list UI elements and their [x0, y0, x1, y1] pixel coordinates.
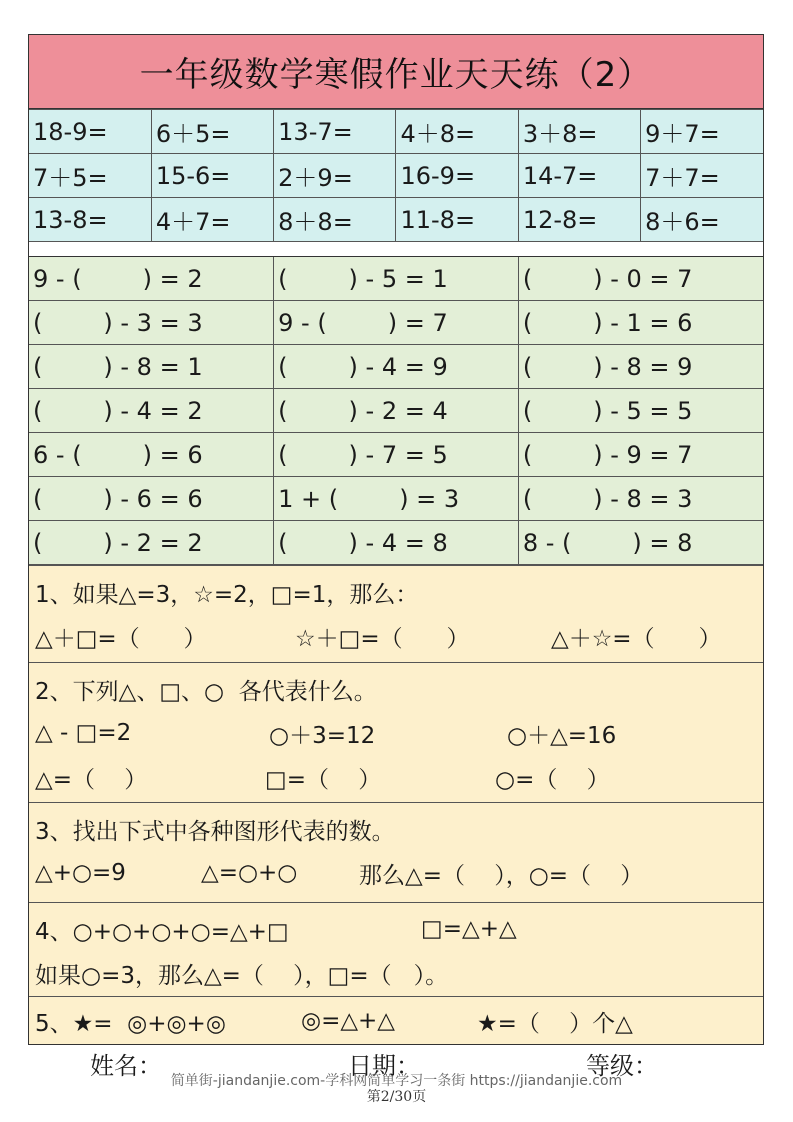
fill-cell: ( ) - 7 = 5: [274, 433, 519, 477]
question-parts: [35, 999, 757, 1043]
arith-cell: 9＋7=: [641, 110, 763, 154]
arithmetic-table: [29, 109, 763, 242]
arith-cell: 12-8=: [518, 198, 640, 242]
table-row: [29, 110, 763, 154]
fill-cell: ( ) - 3 = 3: [29, 301, 274, 345]
fill-cell: 6 - ( ) = 6: [29, 433, 274, 477]
fill-cell: ( ) - 2 = 4: [274, 389, 519, 433]
fill-cell: ( ) - 8 = 1: [29, 345, 274, 389]
fill-cell: ( ) - 4 = 9: [274, 345, 519, 389]
arith-cell: 3＋8=: [518, 110, 640, 154]
arith-cell: 4＋8=: [396, 110, 518, 154]
equation: △ - □=2: [35, 720, 132, 746]
question-2: [29, 662, 763, 802]
question-stem: 2、下列△、□、○ 各代表什么。: [35, 678, 377, 705]
fill-cell: ( ) - 0 = 7: [518, 257, 763, 301]
arith-cell: 7＋5=: [29, 154, 151, 198]
fill-cell: 9 - ( ) = 7: [274, 301, 519, 345]
arith-cell: 4＋7=: [151, 198, 273, 242]
question-1: [29, 565, 763, 662]
equation: 5、★= ◎+◎+◎: [35, 1010, 226, 1037]
answer-part: 那么△=（ ），○=（ ）: [359, 862, 644, 889]
arith-cell: 16-9=: [396, 154, 518, 198]
fill-cell: ( ) - 5 = 5: [518, 389, 763, 433]
table-row: [29, 257, 763, 301]
answer-part: △＋☆=（ ）: [551, 625, 722, 652]
question-stem: 1、如果△=3，☆=2，□=1，那么：: [35, 581, 419, 608]
table-row: [29, 345, 763, 389]
arith-cell: 18-9=: [29, 110, 151, 154]
answer-part: ★=（ ）个△: [477, 1010, 633, 1037]
arith-cell: 14-7=: [518, 154, 640, 198]
fill-cell: ( ) - 2 = 2: [29, 521, 274, 565]
name-label: 姓名：: [90, 1052, 162, 1080]
table-row: [29, 433, 763, 477]
fill-cell: ( ) - 6 = 6: [29, 477, 274, 521]
grade-label: 等级：: [586, 1052, 658, 1080]
table-row: [29, 389, 763, 433]
watermark: 简单街-jiandanjie.com-学科网简单学习一条街 https://jiandanjie.com: [170, 1073, 623, 1089]
fill-cell: ( ) - 4 = 2: [29, 389, 274, 433]
question-stem: 3、找出下式中各种图形代表的数。: [35, 818, 395, 845]
fill-cell: 9 - ( ) = 2: [29, 257, 274, 301]
equation: ○＋△=16: [507, 722, 617, 749]
question-4: [29, 902, 763, 996]
fill-cell: ( ) - 8 = 3: [518, 477, 763, 521]
question-3: [29, 802, 763, 902]
arith-cell: 11-8=: [396, 198, 518, 242]
arith-cell: 7＋7=: [641, 154, 763, 198]
arith-cell: 13-7=: [274, 110, 396, 154]
table-row: [29, 154, 763, 198]
date-label: 日期：: [348, 1052, 420, 1080]
worksheet: [28, 34, 764, 1045]
question-equations: [35, 711, 757, 755]
answer-part: □=（ ）: [265, 766, 382, 793]
question-5: [29, 996, 763, 1044]
arith-cell: 2＋9=: [274, 154, 396, 198]
arith-cell: 15-6=: [151, 154, 273, 198]
table-row: [29, 301, 763, 345]
arith-cell: 8＋6=: [641, 198, 763, 242]
equation: ◎=△+△: [301, 1008, 395, 1034]
equation: □=△+△: [421, 916, 517, 942]
section-gap: [29, 242, 763, 257]
fill-cell: 8 - ( ) = 8: [518, 521, 763, 565]
equation: △+○=9: [35, 860, 126, 886]
table-row: [29, 198, 763, 242]
fill-cell: ( ) - 8 = 9: [518, 345, 763, 389]
arith-cell: 13-8=: [29, 198, 151, 242]
fill-cell: ( ) - 5 = 1: [274, 257, 519, 301]
table-row: [29, 521, 763, 565]
page-title: 一年级数学寒假作业天天练（2）: [29, 35, 763, 109]
answer-part: ☆＋□=（ ）: [295, 625, 470, 652]
equation: △=○+○: [201, 860, 298, 886]
equation: ○＋3=12: [269, 722, 376, 749]
question-answers: [35, 755, 757, 799]
fill-cell: ( ) - 9 = 7: [518, 433, 763, 477]
fill-cell: ( ) - 4 = 8: [274, 521, 519, 565]
arith-cell: 6＋5=: [151, 110, 273, 154]
answer-part: ○=（ ）: [495, 766, 610, 793]
arith-cell: 8＋8=: [274, 198, 396, 242]
question-answers: 如果○=3，那么△=（ ），□=（ ）。: [35, 962, 449, 989]
page-number: 第2/30页: [366, 1089, 427, 1105]
equation: 4、○+○+○+○=△+□: [35, 918, 289, 945]
table-row: [29, 477, 763, 521]
question-parts: [35, 614, 757, 658]
answer-part: △=（ ）: [35, 766, 148, 793]
question-stem: [35, 907, 757, 951]
answer-part: △＋□=（ ）: [35, 625, 207, 652]
fill-blank-table: [29, 257, 763, 565]
fill-cell: 1 + ( ) = 3: [274, 477, 519, 521]
question-parts: [35, 851, 757, 895]
fill-cell: ( ) - 1 = 6: [518, 301, 763, 345]
